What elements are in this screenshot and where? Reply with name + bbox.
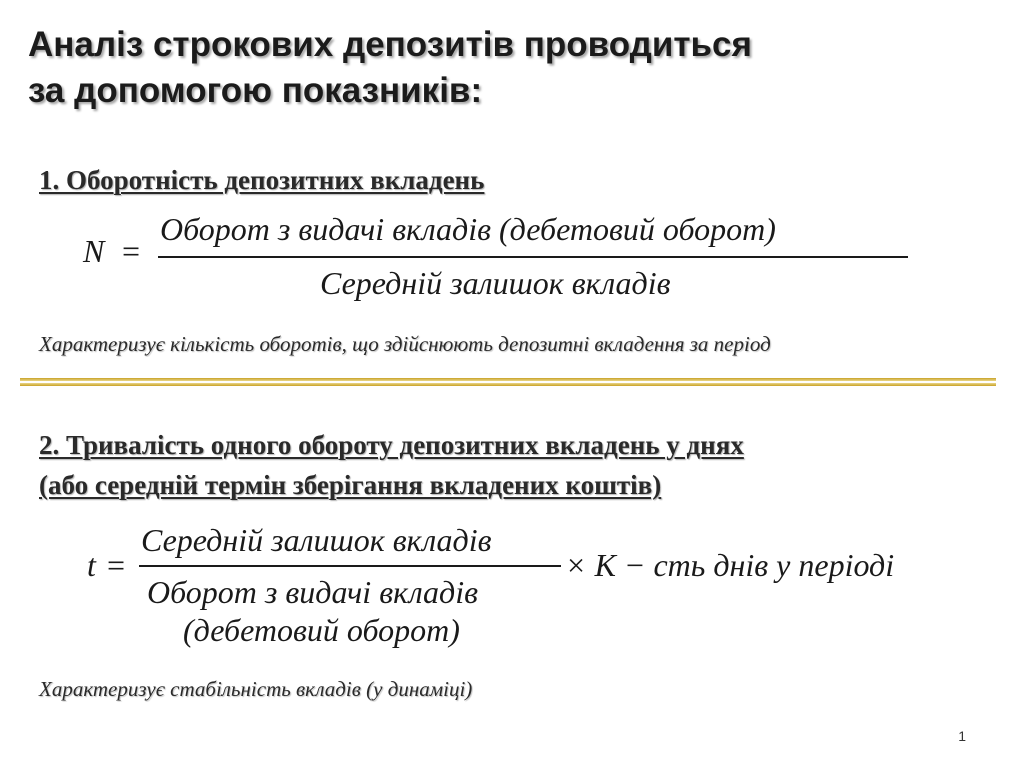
section-2-heading-line-1: 2. Тривалість одного обороту депозитних вкладень у днях (39, 430, 744, 460)
page-number: 1 (958, 728, 966, 744)
divider-line-bottom (20, 383, 996, 386)
formula-2-equals: = (107, 547, 126, 583)
divider-line-top (20, 378, 996, 381)
formula-2-fraction-bar (139, 565, 561, 567)
formula-1-fraction-bar (158, 256, 908, 258)
formula-2-multiplier: × К − сть днів у періоді (565, 547, 895, 583)
section-2-heading-line-2: (або середній термін зберігання вкладених коштів) (39, 470, 662, 500)
formula-1-denominator: Середній залишок вкладів (320, 265, 671, 301)
formula-1-equals: = (122, 233, 141, 269)
slide-title (28, 22, 988, 114)
duration-formula (85, 520, 965, 650)
section-1-heading: 1. Оборотність депозитних вкладень (39, 165, 485, 195)
section-divider (20, 378, 996, 388)
section-2-note: Характеризує стабільність вкладів (у динаміці) (39, 677, 473, 701)
formula-2-denominator-line-2: (дебетовий оборот) (183, 612, 460, 648)
formula-2-lhs: t (87, 547, 96, 583)
formula-2-numerator: Середній залишок вкладів (141, 522, 492, 558)
formula-2-denominator-line-1: Оборот з видачі вкладів (147, 574, 478, 610)
section-1-note: Характеризує кількість оборотів, що здійснюють депозитні вкладення за період (39, 332, 771, 356)
formula-1-numerator: Оборот з видачі вкладів (дебетовий оборот) (160, 211, 776, 247)
turnover-formula (80, 205, 920, 305)
slide-title-line-2: за допомогою показників: (28, 71, 483, 110)
formula-1-lhs: N (83, 233, 105, 269)
slide-title-line-1: Аналіз строкових депозитів проводиться (28, 25, 752, 64)
